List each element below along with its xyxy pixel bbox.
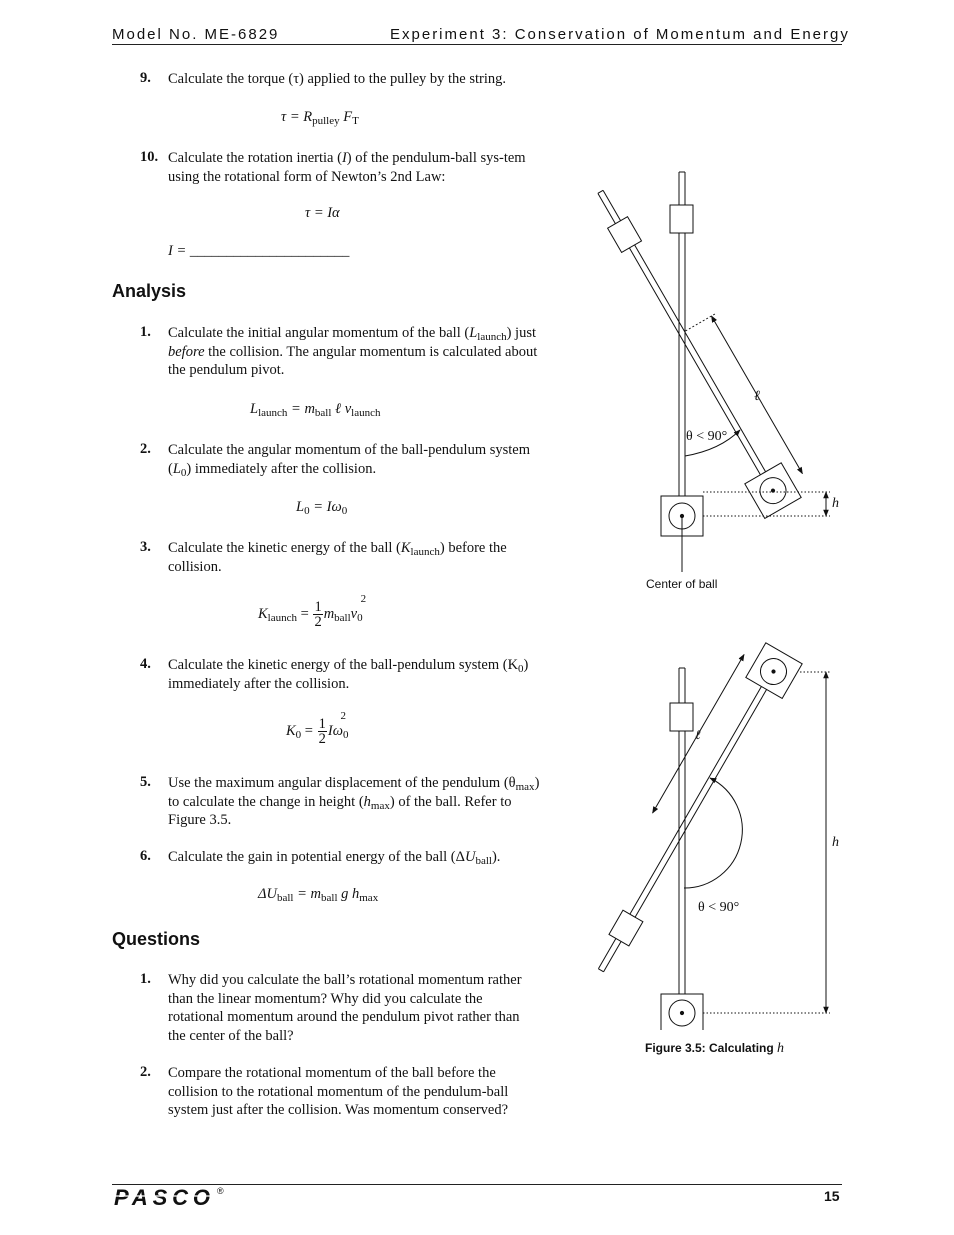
analysis-text: Calculate the gain in potential energy of the ball $(\Delta U_{ball})$. <box>168 849 501 867</box>
center-of-ball-label: Center of ball <box>646 577 718 591</box>
experiment-title: Experiment 3: Conservation of Momentum and Energy <box>390 26 850 43</box>
step-text: Calculate the torque (τ) applied to the pulley by the string. <box>168 71 507 87</box>
height-label: h <box>832 496 839 511</box>
analysis-number: 6. <box>140 848 151 864</box>
angle-label: θ < 90° <box>686 429 728 444</box>
step-text: Calculate the rotation inertia (I) of the pendulum-ball sys-tem using the rotational form of Newton’s 2nd Law: <box>168 150 526 185</box>
model-number: Model No. ME-6829 <box>112 26 280 43</box>
analysis-number: 2. <box>140 441 151 457</box>
figure-caption: Figure 3.5: Calculating h <box>645 1041 785 1056</box>
inertia-answer-blank: I = ______________________ <box>168 243 350 259</box>
angle-label: θ < 90° <box>698 900 740 915</box>
analysis-text: Use the maximum angular displacement of the pendulum $(\theta_{max})$ to calculate the change in height $(h_{max})$ of the ball. Refer to Figure 3.5. <box>168 775 540 828</box>
length-label: ℓ <box>695 727 701 742</box>
newton-equation: τ = Iα <box>305 205 340 221</box>
question-text: Compare the rotational momentum of the ball before the collision to the rotational momentum of the pendulum-ball system just after the collision. Was momentum conserved? <box>168 1065 509 1118</box>
kinetic-energy-launch-eq: $K_{launch}$ = $\frac{1}{2}$ $m_{ball}v_0^2$ <box>258 593 367 630</box>
angular-momentum-initial-eq: $L_0 = I\omega_0$ <box>296 499 348 517</box>
analysis-text: Calculate the initial angular momentum of the ball $(L_{launch})$ just before the collision. The angular momentum is calculated about the pendulum pivot. <box>168 325 538 378</box>
kinetic-energy-system-eq: $K_0$ = $\frac{1}{2}$ $I\omega_0^2$ <box>286 710 349 747</box>
question-number: 1. <box>140 971 151 987</box>
potential-energy-eq: $\Delta U_{ball} = m_{ball}$ g $h_{max}$ <box>258 886 379 904</box>
torque-equation: $\tau = R_{pulley}$ $F_T$ <box>281 109 359 127</box>
step-number: 9. <box>140 70 151 86</box>
height-label: h <box>832 835 839 850</box>
step-number: 10. <box>140 149 159 165</box>
question-text: Why did you calculate the ball’s rotational momentum rather than the linear momentum? Why did you calculate the rotational momentum around the pendulum pivot rather than the center of the ball? <box>168 972 522 1044</box>
analysis-text: Calculate the kinetic energy of the ball $(K_{launch})$ before the collision. <box>168 540 507 575</box>
analysis-text: Calculate the angular momentum of the ball-pendulum system $(L_0)$ immediately after the collision. <box>168 442 531 479</box>
pasco-logo <box>112 1186 216 1208</box>
analysis-number: 1. <box>140 324 151 340</box>
length-label: ℓ <box>754 389 760 404</box>
header-rule <box>112 44 842 45</box>
analysis-number: 4. <box>140 656 151 672</box>
questions-heading: Questions <box>112 929 201 949</box>
analysis-heading: Analysis <box>112 281 187 301</box>
footer-rule <box>112 1184 842 1185</box>
pendulum-figure <box>560 160 860 1030</box>
angular-momentum-launch-eq: $L_{launch} = m_{ball}$ ℓ $v_{launch}$ <box>250 401 381 419</box>
analysis-number: 3. <box>140 539 151 555</box>
analysis-number: 5. <box>140 774 151 790</box>
svg-text:PASCO: PASCO <box>114 1186 210 1208</box>
question-number: 2. <box>140 1064 151 1080</box>
page-number: 15 <box>824 1188 840 1204</box>
analysis-text: Calculate the kinetic energy of the ball-pendulum system $(K_0)$ immediately after the collision. <box>168 657 529 692</box>
registered-mark: ® <box>217 1186 224 1196</box>
